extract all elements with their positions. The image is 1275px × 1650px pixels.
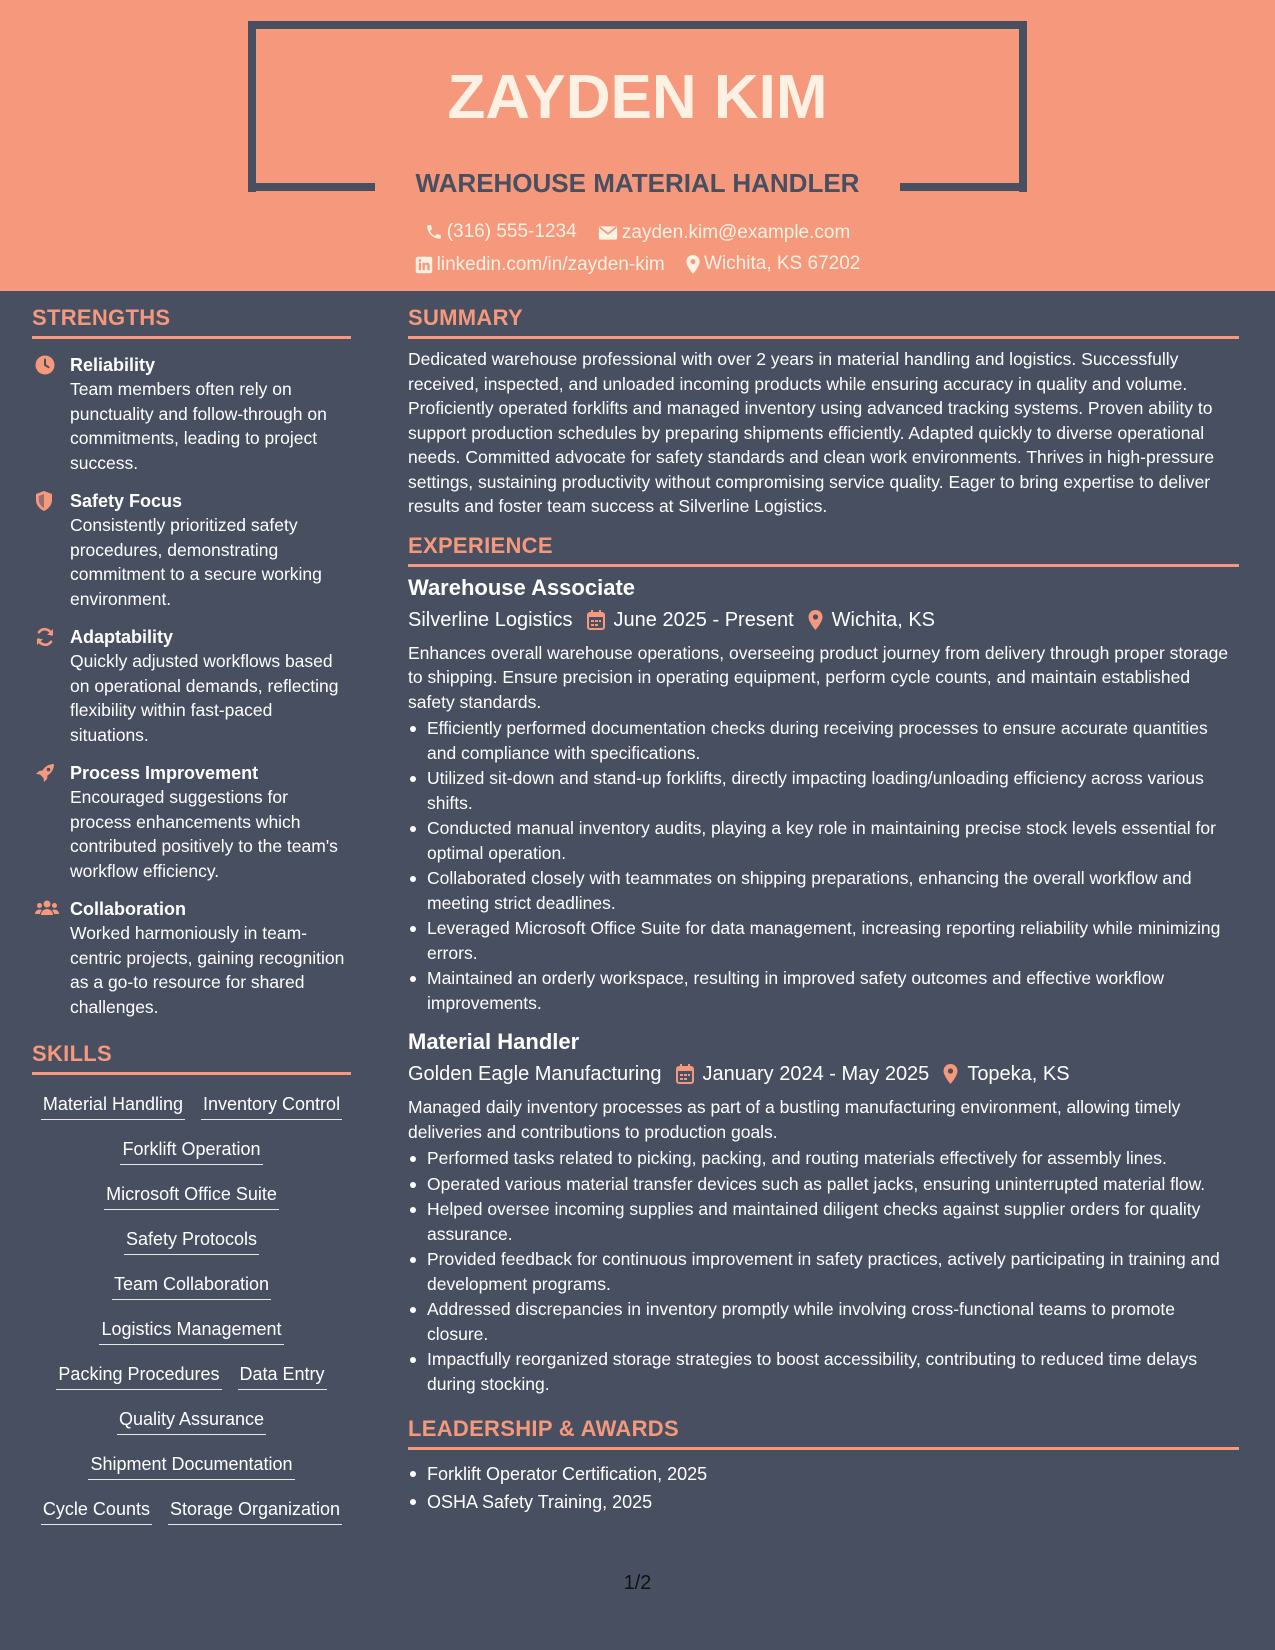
list-item: Forklift Operator Certification, 2025 xyxy=(408,1461,1239,1488)
location-text: Wichita, KS 67202 xyxy=(704,253,861,274)
skill-row xyxy=(32,1272,351,1317)
shield-icon xyxy=(35,491,53,511)
skill-row xyxy=(32,1452,351,1497)
strength-title: Process Improvement xyxy=(70,763,259,783)
job-dates: June 2025 - Present xyxy=(613,608,794,631)
job-description: Managed daily inventory processes as part of a bustling manufacturing environment, allowing timely deliveries and contributions to production goals. xyxy=(408,1097,1181,1142)
strength-title: Collaboration xyxy=(70,899,186,919)
contact-row-2 xyxy=(0,253,1275,280)
calendar-icon xyxy=(587,610,605,630)
resume-header xyxy=(0,0,1275,291)
strength-title: Reliability xyxy=(70,355,156,375)
job-title: Warehouse Associate xyxy=(408,574,636,600)
strength-item xyxy=(32,625,351,747)
strength-desc: Worked harmoniously in team-centric projects, gaining recognition as a go-to resource for shared challenges. xyxy=(70,923,345,1017)
job-bullets xyxy=(408,1146,1239,1396)
skill-row xyxy=(32,1137,351,1182)
awards-list xyxy=(408,1461,1239,1516)
strengths-heading: STRENGTHS xyxy=(32,305,351,339)
skill-tag: Safety Protocols xyxy=(124,1227,259,1255)
contact-location xyxy=(686,253,860,275)
job-company: Golden Eagle Manufacturing xyxy=(408,1063,662,1085)
page-number: 1/2 xyxy=(623,1572,652,1594)
job-location: Topeka, KS xyxy=(967,1063,1070,1085)
strength-title: Safety Focus xyxy=(70,491,183,511)
strength-desc: Encouraged suggestions for process enhancements which contributed positively to the team's workflow efficiency. xyxy=(70,787,338,881)
users-icon xyxy=(35,899,59,917)
map-marker-icon xyxy=(808,610,823,630)
list-item: Performed tasks related to picking, packing, and routing materials effectively for assembly lines. xyxy=(408,1146,1239,1171)
left-column xyxy=(32,305,351,1542)
calendar-icon xyxy=(676,1064,694,1084)
sync-icon xyxy=(35,627,55,647)
list-item: Helped oversee incoming supplies and maintained diligent checks against supplier orders for quality assurance. xyxy=(408,1197,1239,1246)
list-item: Leveraged Microsoft Office Suite for data management, increasing reporting reliability while minimizing errors. xyxy=(408,916,1239,965)
skills-section xyxy=(32,1041,351,1542)
skill-tag: Shipment Documentation xyxy=(88,1452,294,1480)
job-entry xyxy=(408,1027,1239,1396)
skill-tag: Inventory Control xyxy=(201,1092,342,1120)
email-text: zayden.kim@example.com xyxy=(621,222,851,243)
list-item: Provided feedback for continuous improvement in safety practices, actively participating in training and development programs. xyxy=(408,1247,1239,1296)
contact-email[interactable] xyxy=(598,222,850,244)
right-column xyxy=(408,305,1239,1517)
skill-tag: Packing Procedures xyxy=(56,1362,221,1390)
job-title: Material Handler xyxy=(408,1029,580,1054)
job-meta xyxy=(408,1059,1239,1089)
skill-row xyxy=(32,1497,351,1542)
job-entry xyxy=(408,573,1239,1016)
candidate-title: WAREHOUSE MATERIAL HANDLER xyxy=(415,168,860,198)
list-item: Utilized sit-down and stand-up forklifts, directly impacting loading/unloading efficiency across various shifts. xyxy=(408,766,1239,815)
list-item: Efficiently performed documentation checks during receiving processes to ensure accurate quantities and compliance with specifications. xyxy=(408,716,1239,765)
skill-tag: Team Collaboration xyxy=(112,1272,271,1300)
strength-item xyxy=(32,761,351,883)
skill-tag: Forklift Operation xyxy=(120,1137,262,1165)
list-item: Maintained an orderly workspace, resulting in improved safety outcomes and effective workflow improvements. xyxy=(408,966,1239,1015)
job-dates: January 2024 - May 2025 xyxy=(702,1063,930,1085)
skill-row xyxy=(32,1227,351,1272)
summary-text: Dedicated warehouse professional with over 2 years in material handling and logistics. Successfully received, inspected, and unloaded incoming products while ensuring accuracy in quality and volume. Proficiently operated forklifts and managed inventory using advanced tracking systems. Proven ability to support production schedules by preparing shipments efficiently. Adapted quickly to diverse operational needs. Committed advocate for safety standards and clean work environments. Thrives in high-pressure settings, sustaining productivity without compromising service quality. Eager to bring expertise to deliver results and foster team success at Silverline Logistics. xyxy=(408,349,1215,516)
phone-icon xyxy=(425,223,443,241)
skills-heading: SKILLS xyxy=(32,1041,351,1075)
awards-heading: LEADERSHIP & AWARDS xyxy=(408,1416,1239,1450)
job-meta xyxy=(408,605,1239,635)
list-item: OSHA Safety Training, 2025 xyxy=(408,1489,1239,1516)
summary-heading: SUMMARY xyxy=(408,305,1239,339)
strength-desc: Consistently prioritized safety procedures, demonstrating commitment to a secure working environment. xyxy=(70,515,322,609)
linkedin-icon xyxy=(415,256,433,274)
list-item: Collaborated closely with teammates on shipping preparations, enhancing the overall workflow and meeting strict deadlines. xyxy=(408,866,1239,915)
skill-tag: Storage Organization xyxy=(168,1497,342,1525)
strength-desc: Team members often rely on punctuality and follow-through on commitments, leading to project success. xyxy=(70,379,327,473)
skill-tag: Microsoft Office Suite xyxy=(104,1182,279,1210)
job-description: Enhances overall warehouse operations, overseeing product journey from delivery through proper storage to shipping. Ensure precision in operating equipment, perform cycle counts, and maintain established safety standards. xyxy=(408,642,1229,712)
skill-tag: Cycle Counts xyxy=(41,1497,152,1525)
phone-text: (316) 555-1234 xyxy=(446,221,577,242)
strength-desc: Quickly adjusted workflows based on operational demands, reflecting flexibility within fast-paced situations. xyxy=(70,651,339,745)
strength-title: Adaptability xyxy=(70,627,174,647)
experience-heading: EXPERIENCE xyxy=(408,533,1239,567)
map-marker-icon xyxy=(943,1064,958,1084)
list-item: Conducted manual inventory audits, playing a key role in maintaining precise stock levels essential for optimal operation. xyxy=(408,816,1239,865)
clock-icon xyxy=(35,355,55,375)
contact-phone[interactable] xyxy=(425,221,577,243)
skill-row xyxy=(32,1182,351,1227)
contact-linkedin[interactable] xyxy=(415,254,665,276)
job-bullets xyxy=(408,716,1239,1015)
strength-item xyxy=(32,897,351,1019)
skill-row xyxy=(32,1362,351,1407)
envelope-icon xyxy=(598,225,618,241)
skill-row xyxy=(32,1092,351,1137)
rocket-icon xyxy=(35,763,55,783)
skills-list xyxy=(32,1092,351,1542)
list-item: Operated various material transfer devices such as pallet jacks, ensuring uninterrupted material flow. xyxy=(408,1172,1239,1197)
list-item: Addressed discrepancies in inventory promptly while involving cross-functional teams to promote closure. xyxy=(408,1297,1239,1346)
skill-row xyxy=(32,1317,351,1362)
strength-item xyxy=(32,489,351,611)
job-company: Silverline Logistics xyxy=(408,608,573,631)
skill-tag: Material Handling xyxy=(41,1092,185,1120)
map-marker-icon xyxy=(686,255,700,274)
skill-tag: Quality Assurance xyxy=(117,1407,266,1435)
skill-tag: Data Entry xyxy=(238,1362,327,1390)
candidate-name: ZAYDEN KIM xyxy=(447,63,828,132)
list-item: Impactfully reorganized storage strategies to boost accessibility, contributing to reduced time delays during stocking. xyxy=(408,1347,1239,1396)
linkedin-text: linkedin.com/in/zayden-kim xyxy=(436,253,665,275)
contact-row-1 xyxy=(0,221,1275,247)
awards-section xyxy=(408,1416,1239,1516)
skill-row xyxy=(32,1407,351,1452)
skill-tag: Logistics Management xyxy=(99,1317,283,1345)
experience-section xyxy=(408,533,1239,1397)
job-location: Wichita, KS xyxy=(831,608,935,631)
strength-item xyxy=(32,353,351,475)
